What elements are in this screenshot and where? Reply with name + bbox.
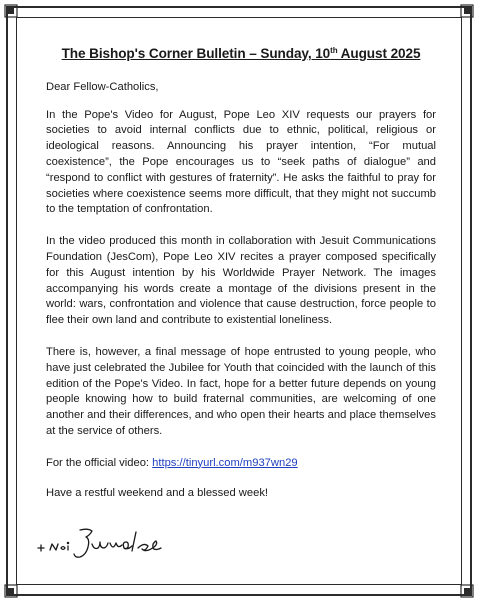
corner-ornament-icon: [460, 584, 474, 598]
video-label: For the official video:: [46, 456, 153, 469]
corner-ornament-icon: [4, 4, 18, 18]
title-main: The Bishop's Corner Bulletin – Sunday, 10: [61, 46, 331, 61]
corner-ornament-icon: [4, 584, 18, 598]
title-end: August 2025: [337, 46, 421, 61]
video-line: [46, 456, 436, 472]
paragraph-2: In the video produced this month in collaboration with Jesuit Communications Foundation (JesCom), Pope Leo XIV recites a prayer composed specifically for this August intention by his Worldwide Prayer Network. The images accompanying his words create a montage of the divisions present in the world: wars, confrontation and violence that cause destruction, force people to flee their own land and contribute to existential loneliness.: [46, 235, 436, 327]
signature-image: [34, 524, 174, 560]
corner-ornament-icon: [460, 4, 474, 18]
salutation: Dear Fellow-Catholics,: [46, 80, 159, 93]
paragraph-3: There is, however, a final message of hope entrusted to young people, who have just celebrated the Jubilee for Youth that coincided with the launch of this edition of the Pope's Video. In fact, hope for a better future depends on young people knowing how to build fraternal communities, are welcoming of one another and their differences, and who open their hearts and place themselves at the service of others.: [46, 345, 436, 437]
bulletin-content: [46, 38, 436, 515]
closing-line: Have a restful weekend and a blessed week!: [46, 486, 269, 499]
title-superscript: th: [330, 46, 338, 55]
paragraph-1: In the Pope's Video for August, Pope Leo XIV requests our prayers for societies to avoid internal conflicts due to ethnic, political, religious or ideological reasons. Announcing his prayer intention, “For mutual coexistence”, the Pope encourages us to “seek paths of dialogue” and “respond to conflict with gestures of fraternity”. He asks the faithful to pray for societies where coexistence seems more difficult, that they might not succumb to the temptation of confrontation.: [46, 108, 436, 216]
bulletin-title: [46, 46, 436, 62]
video-link[interactable]: https://tinyurl.com/m937wn29: [152, 456, 298, 469]
